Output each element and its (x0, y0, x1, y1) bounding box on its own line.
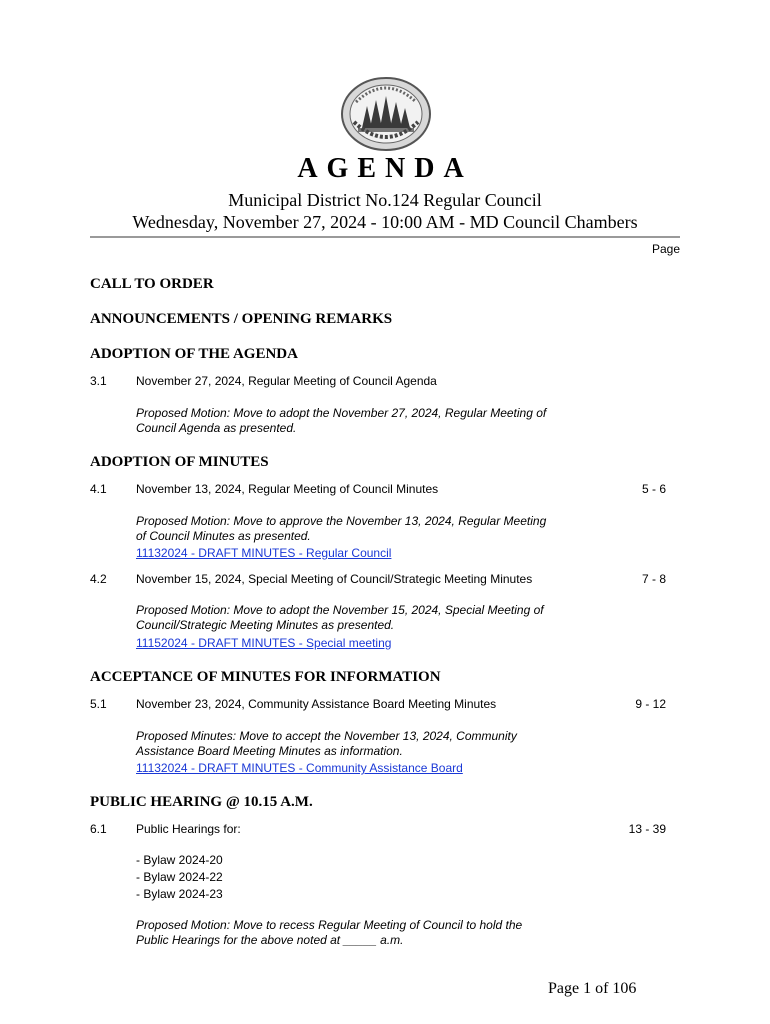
attachment-link-community-assistance-board[interactable]: 11132024 - DRAFT MINUTES - Community Assistance Board (136, 761, 463, 775)
item-number: 6.1 (90, 822, 107, 836)
motion-line: Public Hearings for the above noted at _____ a.m. (136, 933, 404, 947)
motion-line: Proposed Motion: Move to approve the November 13, 2024, Regular Meeting (136, 514, 547, 528)
meeting-name: Municipal District No.124 Regular Council (228, 190, 542, 210)
proposed-motion (136, 406, 586, 436)
section-heading-acceptance-minutes: ACCEPTANCE OF MINUTES FOR INFORMATION (90, 669, 441, 685)
motion-line: Proposed Motion: Move to adopt the November 27, 2024, Regular Meeting of (136, 406, 547, 420)
section-heading-adoption-minutes: ADOPTION OF MINUTES (90, 454, 269, 470)
item-number: 3.1 (90, 374, 107, 388)
attachment-link-special-meeting-minutes[interactable]: 11152024 - DRAFT MINUTES - Special meeting (136, 636, 392, 650)
meeting-date-location: Wednesday, November 27, 2024 - 10:00 AM - MD Council Chambers (132, 212, 638, 232)
page-column-header: Page (651, 242, 680, 256)
section-heading-public-hearing: PUBLIC HEARING @ 10.15 A.M. (90, 794, 313, 810)
header-divider (90, 236, 680, 238)
bylaw-list (136, 852, 223, 903)
proposed-motion (136, 603, 586, 633)
section-heading-call-to-order: CALL TO ORDER (90, 276, 214, 292)
item-page-range: 7 - 8 (641, 572, 666, 586)
agenda-title: AGENDA (297, 153, 473, 184)
bylaw-item: - Bylaw 2024-23 (136, 887, 223, 901)
item-title: Public Hearings for: (136, 822, 241, 836)
item-title: November 13, 2024, Regular Meeting of Council Minutes (136, 482, 439, 496)
motion-line: Assistance Board Meeting Minutes as information. (136, 744, 403, 758)
item-number: 4.2 (90, 572, 107, 586)
item-number: 4.1 (90, 482, 107, 496)
item-page-range: 5 - 6 (641, 482, 666, 496)
section-heading-announcements: ANNOUNCEMENTS / OPENING REMARKS (90, 311, 393, 327)
bylaw-item: - Bylaw 2024-22 (136, 870, 223, 884)
bylaw-item: - Bylaw 2024-20 (136, 853, 223, 867)
item-page-range: 9 - 12 (635, 697, 666, 711)
motion-line: Proposed Motion: Move to adopt the November 15, 2024, Special Meeting of (136, 603, 544, 617)
section-heading-adoption-agenda: ADOPTION OF THE AGENDA (90, 346, 298, 362)
item-page-range: 13 - 39 (628, 822, 666, 836)
item-title: November 23, 2024, Community Assistance Board Meeting Minutes (136, 697, 497, 711)
motion-line: Council/Strategic Meeting Minutes as presented. (136, 618, 395, 632)
motion-line: Proposed Motion: Move to recess Regular Meeting of Council to hold the (136, 918, 523, 932)
motion-line: of Council Minutes as presented. (136, 529, 311, 543)
proposed-motion (136, 514, 586, 544)
attachment-link-regular-council-minutes[interactable]: 11132024 - DRAFT MINUTES - Regular Council (136, 546, 392, 560)
proposed-motion (136, 729, 586, 759)
municipal-seal-logo (340, 76, 432, 152)
proposed-motion (136, 918, 586, 948)
page-indicator: Page 1 of 106 (548, 980, 637, 997)
item-title: November 15, 2024, Special Meeting of Council/Strategic Meeting Minutes (136, 572, 533, 586)
item-number: 5.1 (90, 697, 107, 711)
item-title: November 27, 2024, Regular Meeting of Council Agenda (136, 374, 437, 388)
motion-line: Proposed Minutes: Move to accept the November 13, 2024, Community (136, 729, 517, 743)
motion-line: Council Agenda as presented. (136, 421, 297, 435)
